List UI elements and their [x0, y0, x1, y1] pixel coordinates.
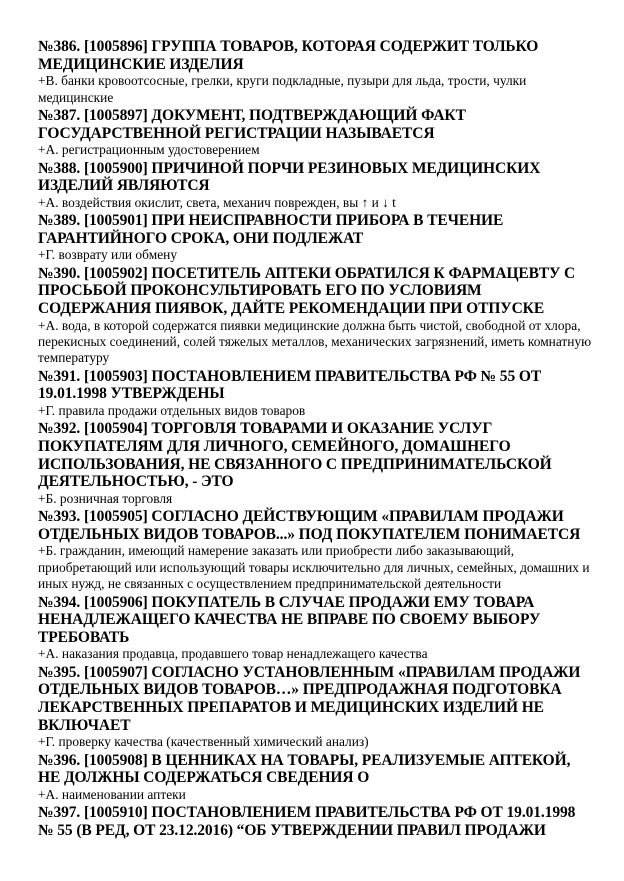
qa-item	[38, 107, 594, 159]
qa-item	[38, 212, 594, 264]
answer-text: +В. банки кровоотсосные, грелки, круги подкладные, пузыри для льда, трости, чулки медицинские	[38, 73, 527, 105]
answer-text: +А. воздействия окислит, света, механич поврежден, вы ↑ и ↓ t	[38, 194, 396, 210]
answer-text: +А. вода, в которой содержатся пиявки медицинские должна быть чистой, свободной от хлора, перекисных соединений, солей тяжелых металлов, механических загрязнений, иметь комнатную температуру	[38, 317, 592, 366]
answer-text: +Б. гражданин, имеющий намерение заказать или приобрести либо заказывающий, приобретающий или использующий товары исключительно для личных, семейных, домашних и иных нужд, не связанных с осуществлением предпринимательской деятельности	[38, 543, 590, 592]
question-text: №394. [1005906] ПОКУПАТЕЛЬ В СЛУЧАЕ ПРОДАЖИ ЕМУ ТОВАРА НЕНАДЛЕЖАЩЕГО КАЧЕСТВА НЕ ВПРАВЕ ПО СВОЕМУ ВЫБОРУ ТРЕБОВАТЬ	[38, 593, 541, 646]
answer-text: +Г. возврату или обмену	[38, 247, 178, 263]
question-text: №390. [1005902] ПОСЕТИТЕЛЬ АПТЕКИ ОБРАТИЛСЯ К ФАРМАЦЕВТУ С ПРОСЬБОЙ ПРОКОНСУЛЬТИРОВАТЬ ЕГО ПО УСЛОВИЯМ СОДЕРЖАНИЯ ПИЯВОК, ДАЙТЕ РЕКОМЕНДАЦИИ ПРИ ОТПУСКЕ	[38, 264, 576, 317]
answer-text: +А. регистрационным удостоверением	[38, 142, 260, 158]
answer-text: +Г. правила продажи отдельных видов товаров	[38, 402, 306, 418]
answer-text: +Б. розничная торговля	[38, 490, 173, 506]
question-text: №391. [1005903] ПОСТАНОВЛЕНИЕМ ПРАВИТЕЛЬСТВА РФ № 55 ОТ 19.01.1998 УТВЕРЖДЕНЫ	[38, 367, 542, 403]
qa-item	[38, 38, 594, 106]
question-text: №388. [1005900] ПРИЧИНОЙ ПОРЧИ РЕЗИНОВЫХ МЕДИЦИНСКИХ ИЗДЕЛИЙ ЯВЛЯЮТСЯ	[38, 159, 541, 195]
question-text: №397. [1005910] ПОСТАНОВЛЕНИЕМ ПРАВИТЕЛЬСТВА РФ ОТ 19.01.1998 № 55 (В РЕД, ОТ 23.12.2016) “ОБ УТВЕРЖДЕНИИ ПРАВИЛ ПРОДАЖИ	[38, 804, 576, 839]
question-text: №389. [1005901] ПРИ НЕИСПРАВНОСТИ ПРИБОРА В ТЕЧЕНИЕ ГАРАНТИЙНОГО СРОКА, ОНИ ПОДЛЕЖАТ	[38, 212, 504, 247]
answer-text: +А. наказания продавца, продавшего товар ненадлежащего качества	[38, 646, 428, 662]
question-text: №386. [1005896] ГРУППА ТОВАРОВ, КОТОРАЯ СОДЕРЖИТ ТОЛЬКО МЕДИЦИНСКИЕ ИЗДЕЛИЯ	[38, 38, 539, 73]
qa-item	[38, 752, 594, 804]
question-text: №396. [1005908] В ЦЕННИКАХ НА ТОВАРЫ, РЕАЛИЗУЕМЫЕ АПТЕКОЙ, НЕ ДОЛЖНЫ СОДЕРЖАТЬСЯ СВЕДЕНИЯ О	[38, 751, 571, 787]
answer-text: +Г. проверку качества (качественный химический анализ)	[38, 734, 369, 750]
qa-item	[38, 420, 594, 507]
qa-item	[38, 160, 594, 212]
answer-text: +А. наименовании аптеки	[38, 786, 186, 802]
qa-item	[38, 594, 594, 663]
question-text: №393. [1005905] СОГЛАСНО ДЕЙСТВУЮЩИМ «ПРАВИЛАМ ПРОДАЖИ ОТДЕЛЬНЫХ ВИДОВ ТОВАРОВ...» ПОД ПОКУПАТЕЛЕМ ПОНИМАЕТСЯ	[38, 508, 581, 543]
question-text: №387. [1005897] ДОКУМЕНТ, ПОДТВЕРЖДАЮЩИЙ ФАКТ ГОСУДАРСТВЕННОЙ РЕГИСТРАЦИИ НАЗЫВАЕТСЯ	[38, 107, 466, 142]
question-text: №392. [1005904] ТОРГОВЛЯ ТОВАРАМИ И ОКАЗАНИЕ УСЛУГ ПОКУПАТЕЛЯМ ДЛЯ ЛИЧНОГО, СЕМЕЙНОГО, ДОМАШНЕГО ИСПОЛЬЗОВАНИЯ, НЕ СВЯЗАННОГО С ПРЕДПРИНИМАТЕЛЬСКОЙ ДЕЯТЕЛЬНОСТЬЮ, - ЭТО	[38, 420, 552, 491]
qa-item	[38, 508, 594, 592]
qa-item	[38, 664, 594, 751]
question-text: №395. [1005907] СОГЛАСНО УСТАНОВЛЕННЫМ «ПРАВИЛАМ ПРОДАЖИ ОТДЕЛЬНЫХ ВИДОВ ТОВАРОВ…» ПРЕДПРОДАЖНАЯ ПОДГОТОВКА ЛЕКАРСТВЕННЫХ ПРЕПАРАТОВ И МЕДИЦИНСКИХ ИЗДЕЛИЙ НЕ ВКЛЮЧАЕТ	[38, 663, 581, 734]
qa-item	[38, 265, 594, 367]
qa-item	[38, 368, 594, 420]
document-page	[38, 38, 594, 839]
qa-item	[38, 804, 594, 839]
